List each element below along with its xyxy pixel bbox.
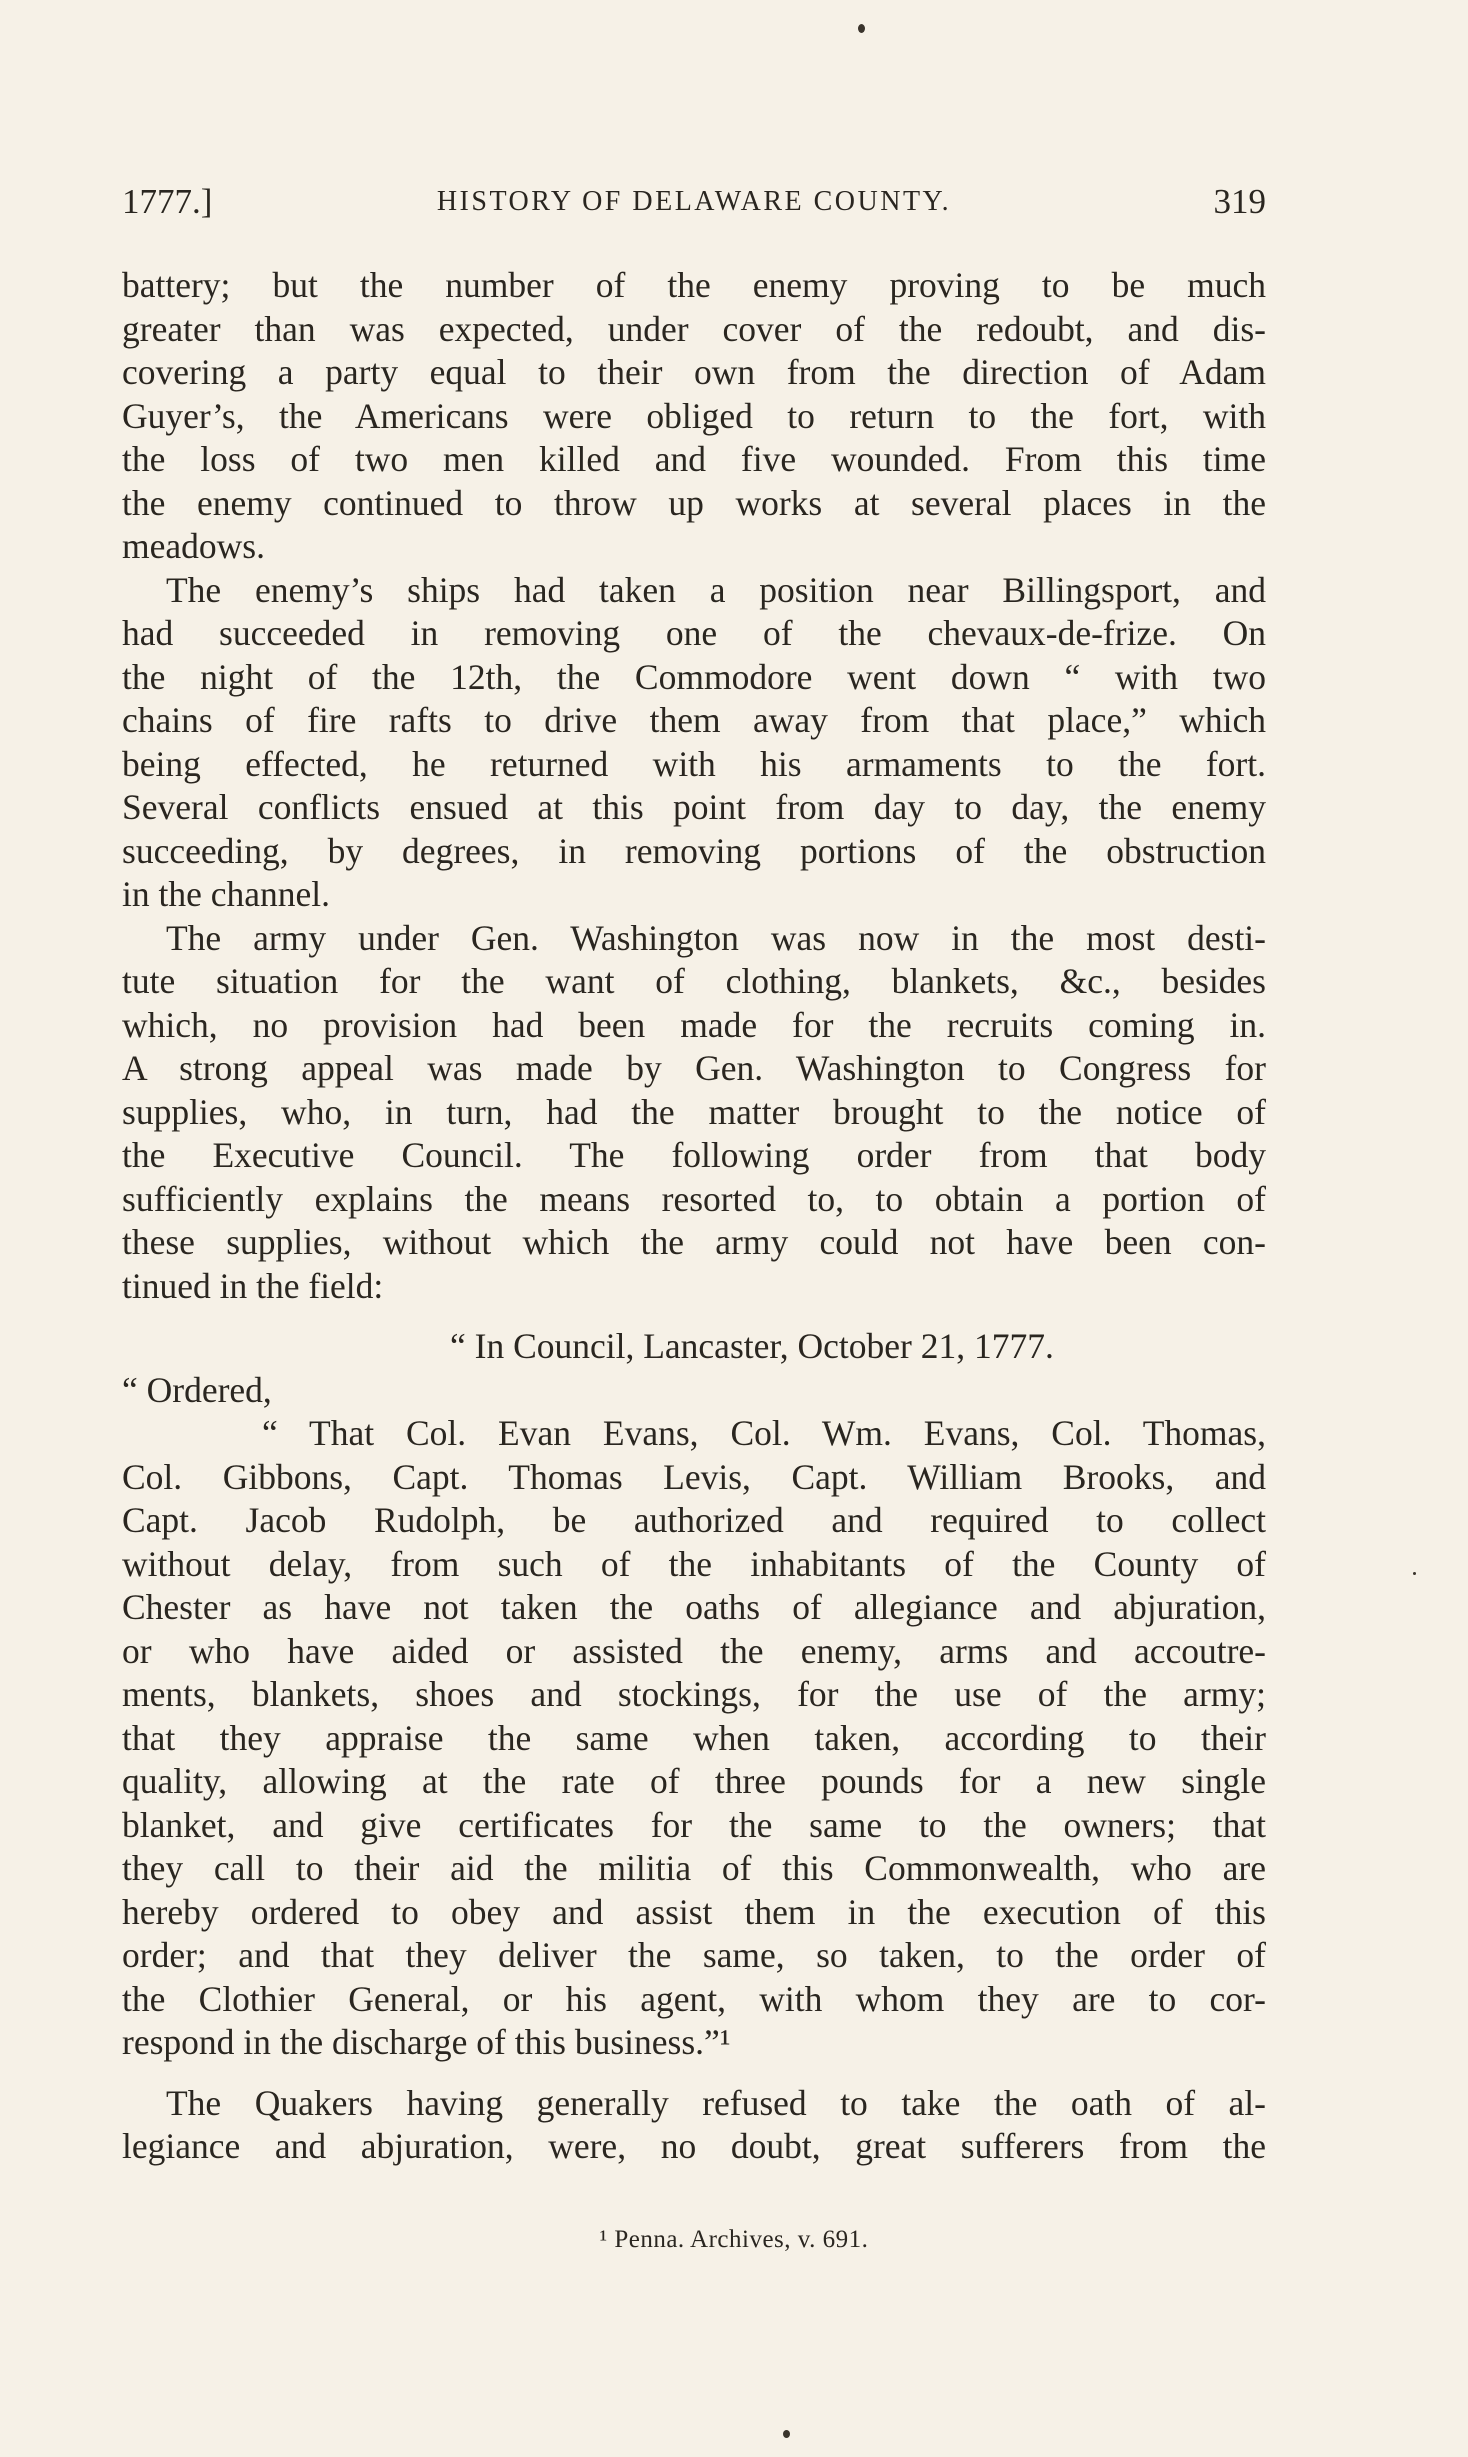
text-line: chains of fire rafts to drive them away from that place,” which <box>122 700 1266 740</box>
text-line: these supplies, without which the army could not have been con- <box>122 1222 1266 1262</box>
text-line: tute situation for the want of clothing, blankets, &c., besides <box>122 961 1266 1001</box>
text-line: supplies, who, in turn, had the matter brought to the notice of <box>122 1091 1266 1132</box>
text-line: being effected, he returned with his armaments to the fort. <box>122 743 1266 784</box>
body-text <box>122 264 1266 2169</box>
text-line: The army under Gen. Washington was now in the most desti- <box>166 917 1266 958</box>
page-number: 319 <box>1213 182 1266 221</box>
text-line: “ That Col. Evan Evans, Col. Wm. Evans, Col. Thomas, <box>262 1413 1266 1453</box>
text-line: sufficiently explains the means resorted to, to obtain a portion of <box>122 1178 1266 1219</box>
text-line: Chester as have not taken the oaths of allegiance and abjuration, <box>122 1587 1266 1627</box>
header-title: HISTORY OF DELAWARE COUNTY. <box>436 186 952 217</box>
text-line: Guyer’s, the Americans were obliged to return to the fort, with <box>122 395 1266 436</box>
text-line: Capt. Jacob Rudolph, be authorized and required to collect <box>122 1500 1266 1540</box>
header-year: 1777.] <box>122 182 213 221</box>
ink-speck <box>858 24 865 33</box>
paragraph-gap <box>122 2065 1266 2082</box>
text-line: which, no provision had been made for the recruits coming in. <box>122 1004 1266 1045</box>
text-line: that they appraise the same when taken, according to their <box>122 1717 1266 1758</box>
text-line: covering a party equal to their own from the direction of Adam <box>122 352 1266 392</box>
footnote: ¹ Penna. Archives, v. 691. <box>599 2226 869 2253</box>
text-line: “ Ordered, <box>122 1369 272 1410</box>
text-line: ments, blankets, shoes and stockings, for the use of the army; <box>122 1674 1266 1714</box>
text-line: legiance and abjuration, were, no doubt, great sufferers from the <box>122 2126 1266 2166</box>
text-line: blanket, and give certificates for the same to the owners; that <box>122 1804 1266 1845</box>
text-line: “ In Council, Lancaster, October 21, 1777. <box>450 1326 1054 1366</box>
text-line: meadows. <box>122 526 265 566</box>
text-line: the night of the 12th, the Commodore went down “ with two <box>122 656 1266 697</box>
text-line: quality, allowing at the rate of three pounds for a new single <box>122 1761 1266 1801</box>
text-line: the Clothier General, or his agent, with whom they are to cor- <box>122 1978 1266 2019</box>
text-line: Several conflicts ensued at this point from day to day, the enemy <box>122 787 1266 827</box>
text-line: they call to their aid the militia of this Commonwealth, who are <box>122 1848 1266 1888</box>
text-line: Col. Gibbons, Capt. Thomas Levis, Capt. William Brooks, and <box>122 1456 1266 1497</box>
text-line: the Executive Council. The following order from that body <box>122 1135 1266 1175</box>
text-line: in the channel. <box>122 874 330 914</box>
ink-speck <box>1413 1572 1416 1575</box>
text-line: The Quakers having generally refused to take the oath of al- <box>166 2082 1266 2123</box>
text-line: hereby ordered to obey and assist them in the execution of this <box>122 1891 1266 1932</box>
text-line: greater than was expected, under cover of the redoubt, and dis- <box>122 308 1266 349</box>
text-line: succeeding, by degrees, in removing portions of the obstruction <box>122 830 1266 871</box>
text-line: or who have aided or assisted the enemy, arms and accoutre- <box>122 1630 1266 1671</box>
text-line: The enemy’s ships had taken a position near Billingsport, and <box>166 569 1266 610</box>
text-line: respond in the discharge of this business.”¹ <box>122 2022 731 2062</box>
text-line: tinued in the field: <box>122 1265 384 1306</box>
text-line: order; and that they deliver the same, so taken, to the order of <box>122 1935 1266 1975</box>
text-line: battery; but the number of the enemy proving to be much <box>122 265 1266 305</box>
text-line: had succeeded in removing one of the chevaux-de-frize. On <box>122 613 1266 653</box>
text-line: the loss of two men killed and five wounded. From this time <box>122 439 1266 479</box>
running-header <box>122 178 1266 226</box>
text-line: A strong appeal was made by Gen. Washington to Congress for <box>122 1048 1266 1088</box>
text-line: the enemy continued to throw up works at several places in the <box>122 482 1266 523</box>
text-line: without delay, from such of the inhabitants of the County of <box>122 1543 1266 1584</box>
ink-speck <box>783 2430 790 2438</box>
paragraph-gap <box>122 1308 1266 1325</box>
